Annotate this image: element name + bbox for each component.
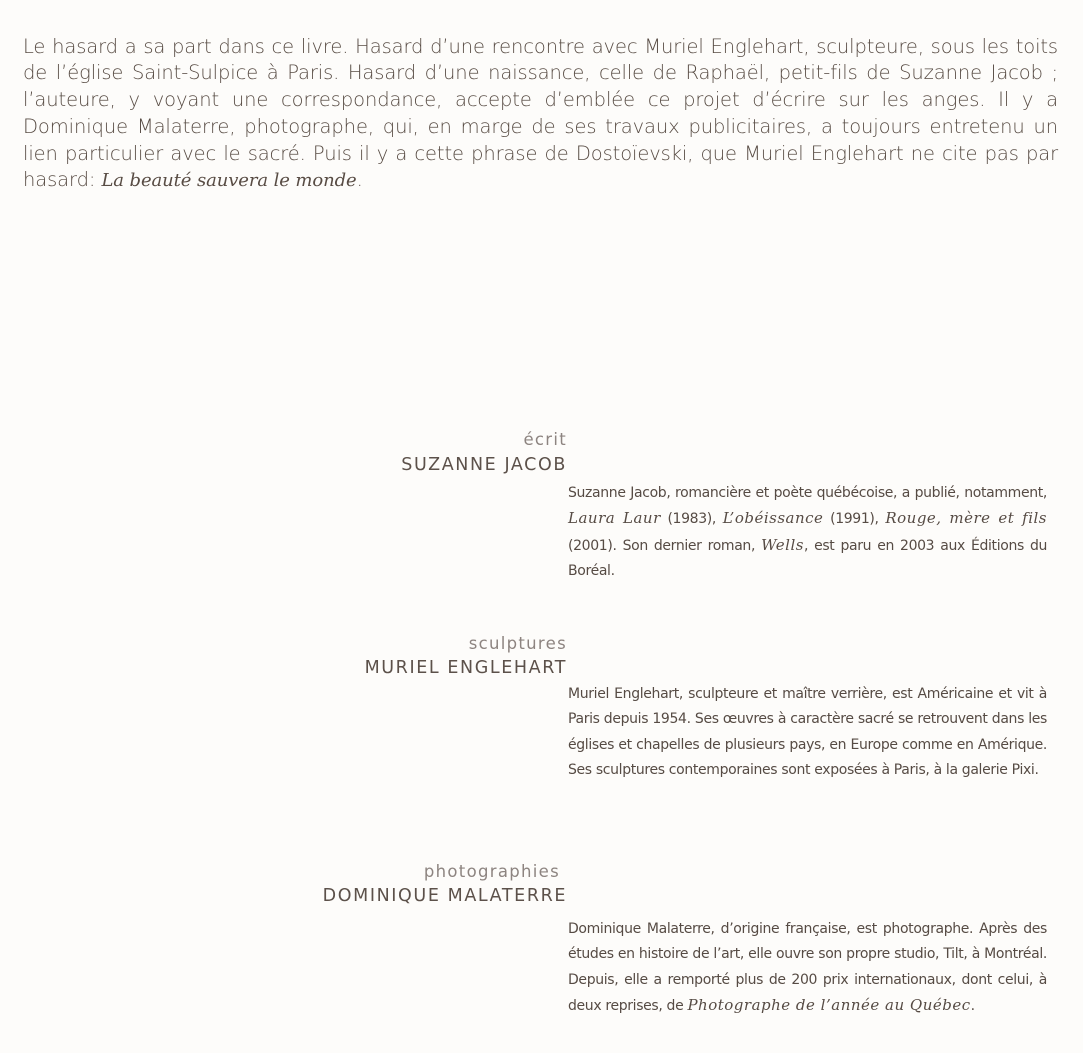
bio-text: (1991), — [823, 511, 886, 528]
intro-end: . — [356, 168, 363, 192]
credit-name-sculptor: MURIEL ENGLEHART — [364, 658, 567, 678]
credit-bio-photographer — [568, 917, 1047, 1019]
bio-text: (1983), — [660, 511, 723, 528]
credit-role-photographer: photographies — [423, 862, 560, 881]
book-title: Rouge, mère et fils — [885, 509, 1047, 528]
intro-text: Le hasard a sa part dans ce livre. Hasard d’une rencontre avec Muriel Englehart, sculpteure, sous les toits de l’église Saint-Sulpice à Paris. Hasard d’une naissance, celle de Raphaël, petit-fils de Suzanne Jacob ; l’auteure, y voyant une correspondance, accepte d’emblée ce projet d’écrire sur les anges. Il y a Dominique Malaterre, photographe, qui, en marge de ses travaux publicitaires, a toujours entretenu un lien particulier avec le sacré. Puis il y a cette phrase de Dostoïevski, que Muriel Englehart ne cite pas par hasard: — [23, 34, 1058, 192]
intro-paragraph — [23, 34, 1058, 196]
award-title: Photographe de l’année au Québec — [687, 995, 971, 1014]
credit-name-writer: SUZANNE JACOB — [401, 455, 567, 475]
credit-bio-writer — [568, 481, 1047, 584]
bio-text: Suzanne Jacob, romancière et poète québécoise, a publié, notamment, — [568, 485, 1047, 501]
intro-quote: La beauté sauvera le monde — [101, 170, 357, 192]
bio-text: , est paru en 2003 aux Éditions du Boréal. — [568, 537, 1048, 579]
credit-name-photographer: DOMINIQUE MALATERRE — [322, 886, 567, 906]
credit-bio-sculptor — [568, 682, 1047, 783]
credit-role-writer: écrit — [523, 430, 567, 449]
bio-text: Muriel Englehart, sculpteure et maître verrière, est Américaine et vit à Paris depuis 1954. Ses œuvres à caractère sacré se retrouvent dans les églises et chapelles de plusieurs pays, en Europe comme en Amérique. Ses sculptures contemporaines sont exposées à Paris, à la galerie Pixi. — [568, 686, 1047, 778]
credit-role-sculptor: sculptures — [468, 634, 567, 653]
book-title: Wells — [761, 535, 804, 554]
bio-text: Dominique Malaterre, d’origine française, est photographe. Après des études en histoire de l’art, elle ouvre son propre studio, Tilt, à Montréal. Depuis, elle a remporté plus de 200 prix internationaux, dont celui, à deux reprises, de — [568, 921, 1047, 1014]
bio-text: . — [970, 997, 975, 1014]
book-title: Laura Laur — [568, 509, 661, 528]
bio-text: (2001). Son dernier roman, — [568, 537, 762, 554]
book-title: L’obéissance — [722, 509, 824, 528]
